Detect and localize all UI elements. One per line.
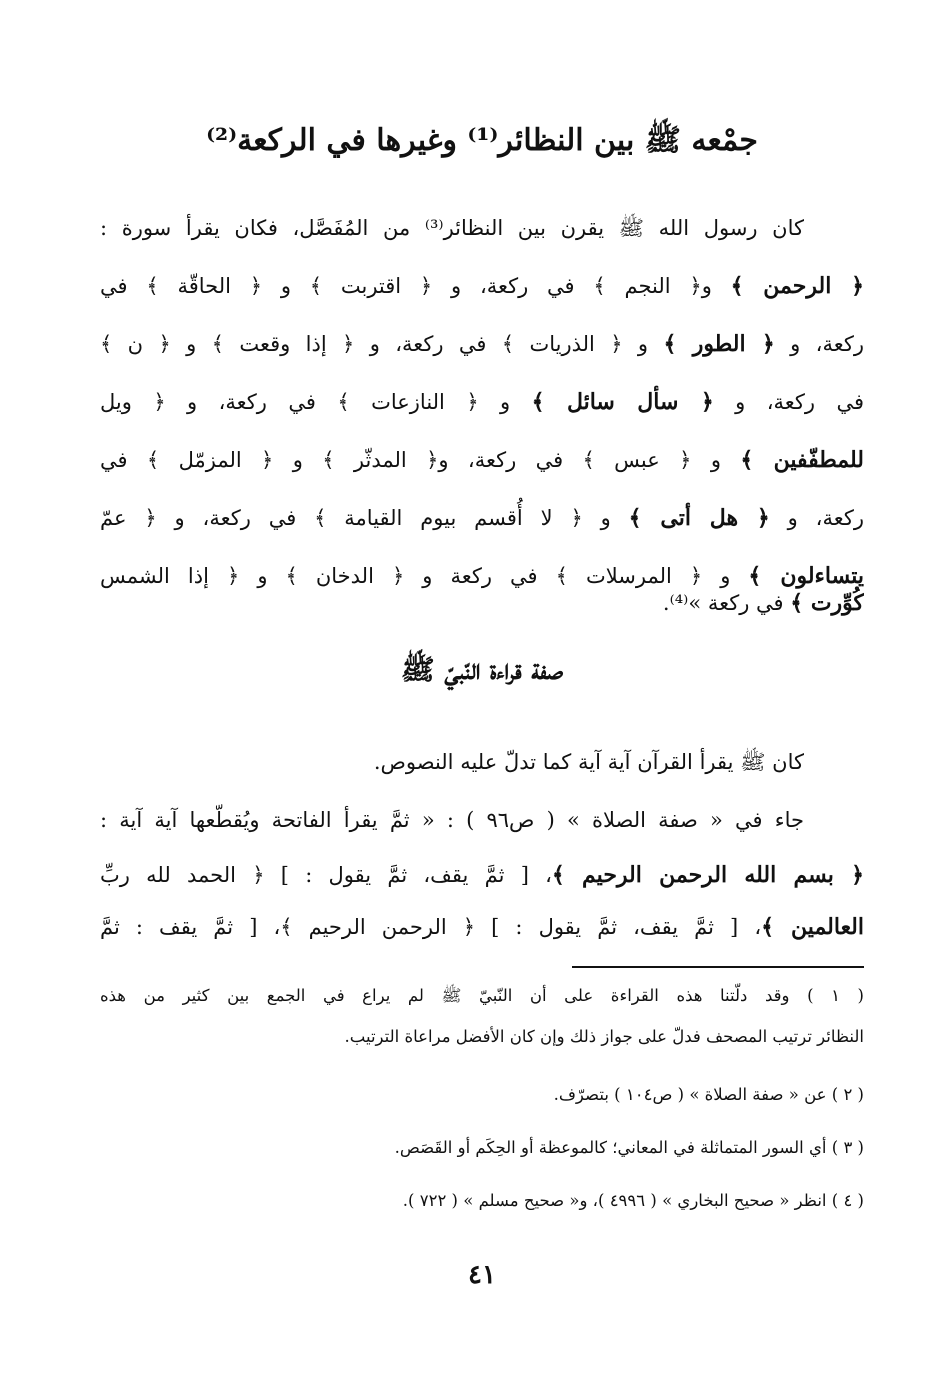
text-line: ركعة، و ﴿ هل أتى ﴾ و ﴿ لا أُقسم بيوم القيامة ﴾ في ركعة، و ﴿ عمّ: [100, 505, 864, 531]
footnote-4: ( ٤ ) انظر « صحيح البخاري » ( ٤٩٩٦ )، و« صحيح مسلم » ( ٧٢٢ ).: [402, 1191, 864, 1210]
book-page: [100, 0, 864, 1377]
footnote-3: ( ٣ ) أي السور المتماثلة في المعاني؛ كالموعظة أو الحِكَم أو القَصَص.: [394, 1138, 864, 1157]
text-line: ﴿ الرحمن ﴾ و﴿ النجم ﴾ في ركعة، و ﴿ اقتربت ﴾ و ﴿ الحاقّة ﴾ في: [100, 273, 864, 299]
footnote-2: ( ٢ ) عن « صفة الصلاة » ( ص١٠٤ ) بتصرّف.: [553, 1085, 864, 1104]
footnote-1-continued: النظائر ترتيب المصحف فدلّ على جواز ذلك وإن كان الأفضل مراعاة الترتيب.: [344, 1027, 864, 1046]
text-line: ﴿ بسم الله الرحمن الرحيم ﴾، [ ثمَّ يقف، ثمَّ يقول : ] ﴿ الحمد لله ربِّ: [100, 862, 864, 888]
text-line: يتساءلون ﴾ و ﴿ المرسلات ﴾ في ركعة و ﴿ الدخان ﴾ و ﴿ إذا الشمس: [100, 563, 864, 589]
text-line: للمطفّفين ﴾ و ﴿ عبس ﴾ في ركعة، و﴿ المدثّر ﴾ و ﴿ المزمّل ﴾ في: [100, 447, 864, 473]
footnote-1: ( ١ ) وقد دلّتنا هذه القراءة على أن النّبيّ ﷺ لم يراع في الجمع بين كثير من هذه: [100, 986, 864, 1005]
text-line: كان رسول الله ﷺ يقرن بين النظائر⁽³⁾ من المُفَصَّل، فكان يقرأ سورة :: [100, 216, 804, 240]
section-heading-recitation: صفة قراءة النّبيّ ﷺ: [400, 653, 564, 686]
section-heading-nazair: جمْعه ﷺ بين النظائر⁽¹⁾ وغيرها في الركعة⁽²⁾: [206, 123, 758, 158]
page-number: ٤١: [468, 1260, 496, 1290]
text-line: في ركعة، و ﴿ سأل سائل ﴾ و ﴿ النازعات ﴾ في ركعة، و ﴿ ويل: [100, 389, 864, 415]
text-line: ركعة، و ﴿ الطور ﴾ و ﴿ الذريات ﴾ في ركعة، و ﴿ إذا وقعت ﴾ و ﴿ ن ﴾: [100, 331, 864, 357]
text-line: كُوِّرت ﴾ في ركعة »⁽⁴⁾.: [662, 590, 864, 616]
text-line: العالمين ﴾، [ ثمَّ يقف، ثمَّ يقول : ] ﴿ الرحمن الرحيم ﴾، [ ثمَّ يقف : ثمَّ: [100, 914, 864, 940]
footnote-separator: [572, 966, 864, 968]
text-line: جاء في « صفة الصلاة » ( ص٩٦ ) : « ثمَّ يقرأ الفاتحة ويُقطّعها آية آية :: [100, 808, 804, 832]
text-line: كان ﷺ يقرأ القرآن آية آية كما تدلّ عليه النصوص.: [373, 750, 804, 774]
